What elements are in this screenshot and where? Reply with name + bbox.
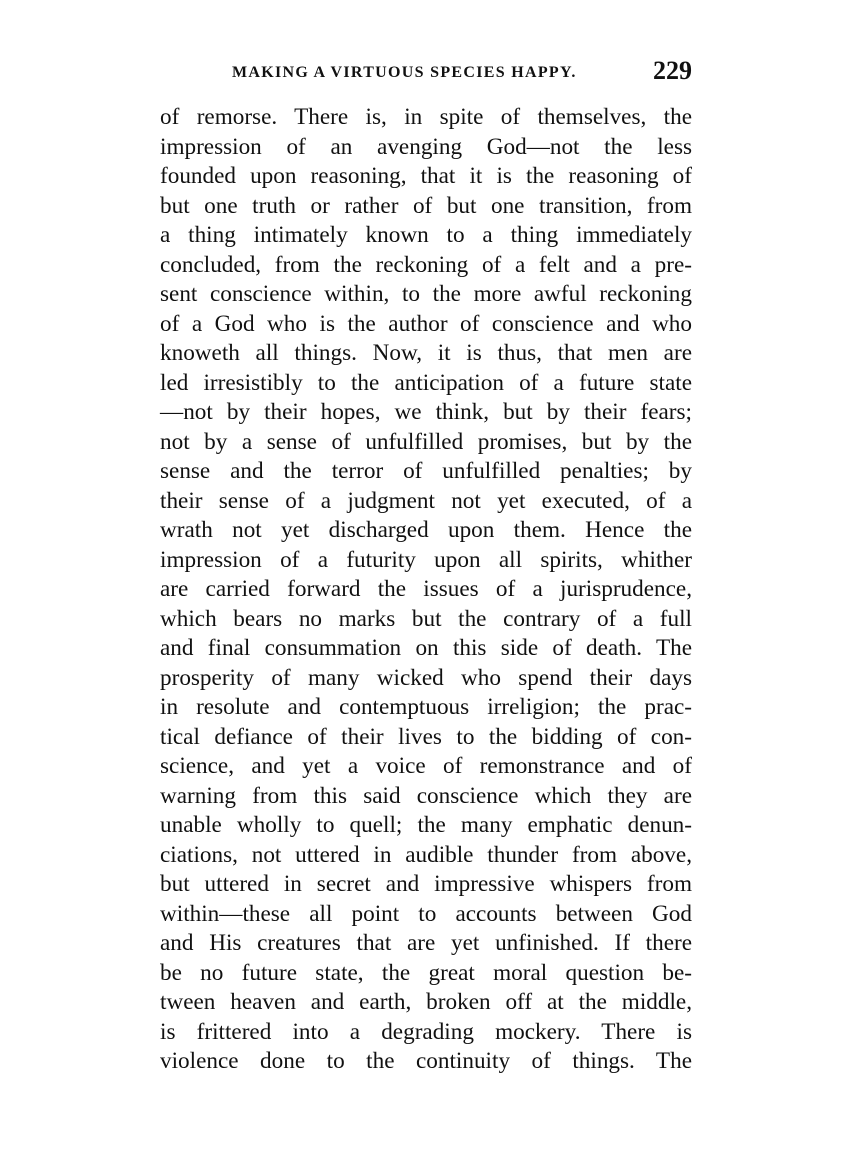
text-line: of a God who is the author of conscience and who — [160, 310, 692, 337]
text-line: tical defiance of their lives to the bidding of con- — [160, 723, 692, 750]
text-line: warning from this said conscience which they are — [160, 782, 692, 809]
text-line: impression of a futurity upon all spirits, whither — [160, 546, 692, 573]
text-line: within—these all point to accounts between God — [160, 900, 692, 927]
text-line: prosperity of many wicked who spend their days — [160, 664, 692, 691]
text-line: led irresistibly to the anticipation of a future state — [160, 369, 692, 396]
text-line: knoweth all things. Now, it is thus, that men are — [160, 340, 692, 366]
text-line: a thing intimately known to a thing immediately — [160, 222, 692, 248]
text-line: wrath not yet discharged upon them. Hence the — [160, 517, 692, 543]
running-title: MAKING A VIRTUOUS SPECIES HAPPY. — [232, 64, 577, 81]
text-line: concluded, from the reckoning of a felt and a pre- — [160, 251, 692, 278]
text-line: —not by their hopes, we think, but by their fears; — [160, 399, 692, 425]
text-line: science, and yet a voice of remonstrance and of — [160, 753, 692, 779]
page-number: 229 — [653, 56, 692, 85]
text-line: unable wholly to quell; the many emphatic denun- — [160, 812, 692, 838]
text-line: and His creatures that are yet unfinished. If there — [160, 930, 692, 956]
text-line: their sense of a judgment not yet executed, of a — [160, 487, 692, 514]
text-line: is frittered into a degrading mockery. There is — [160, 1018, 692, 1045]
text-line: tween heaven and earth, broken off at the middle, — [160, 989, 692, 1015]
text-line: sense and the terror of unfulfilled penalties; by — [160, 458, 692, 484]
text-line: founded upon reasoning, that it is the reasoning of — [160, 163, 692, 189]
text-line: of remorse. There is, in spite of themselves, the — [160, 104, 692, 130]
body-text — [160, 103, 692, 1077]
text-line: impression of an avenging God—not the less — [160, 133, 692, 160]
text-line: ciations, not uttered in audible thunder from above, — [160, 841, 692, 868]
running-head — [160, 56, 692, 92]
text-line: in resolute and contemptuous irreligion; the prac- — [160, 694, 692, 720]
text-line: which bears no marks but the contrary of a full — [160, 605, 692, 632]
text-line: and final consummation on this side of death. The — [160, 635, 692, 661]
text-line: not by a sense of unfulfilled promises, but by the — [160, 428, 692, 455]
text-line: are carried forward the issues of a jurisprudence, — [160, 576, 692, 602]
text-line: but one truth or rather of but one transition, from — [160, 192, 692, 219]
text-line: but uttered in secret and impressive whispers from — [160, 871, 692, 897]
text-line: violence done to the continuity of things. The — [160, 1048, 692, 1074]
text-line: be no future state, the great moral question be- — [160, 959, 692, 986]
text-line: sent conscience within, to the more awful reckoning — [160, 281, 692, 307]
